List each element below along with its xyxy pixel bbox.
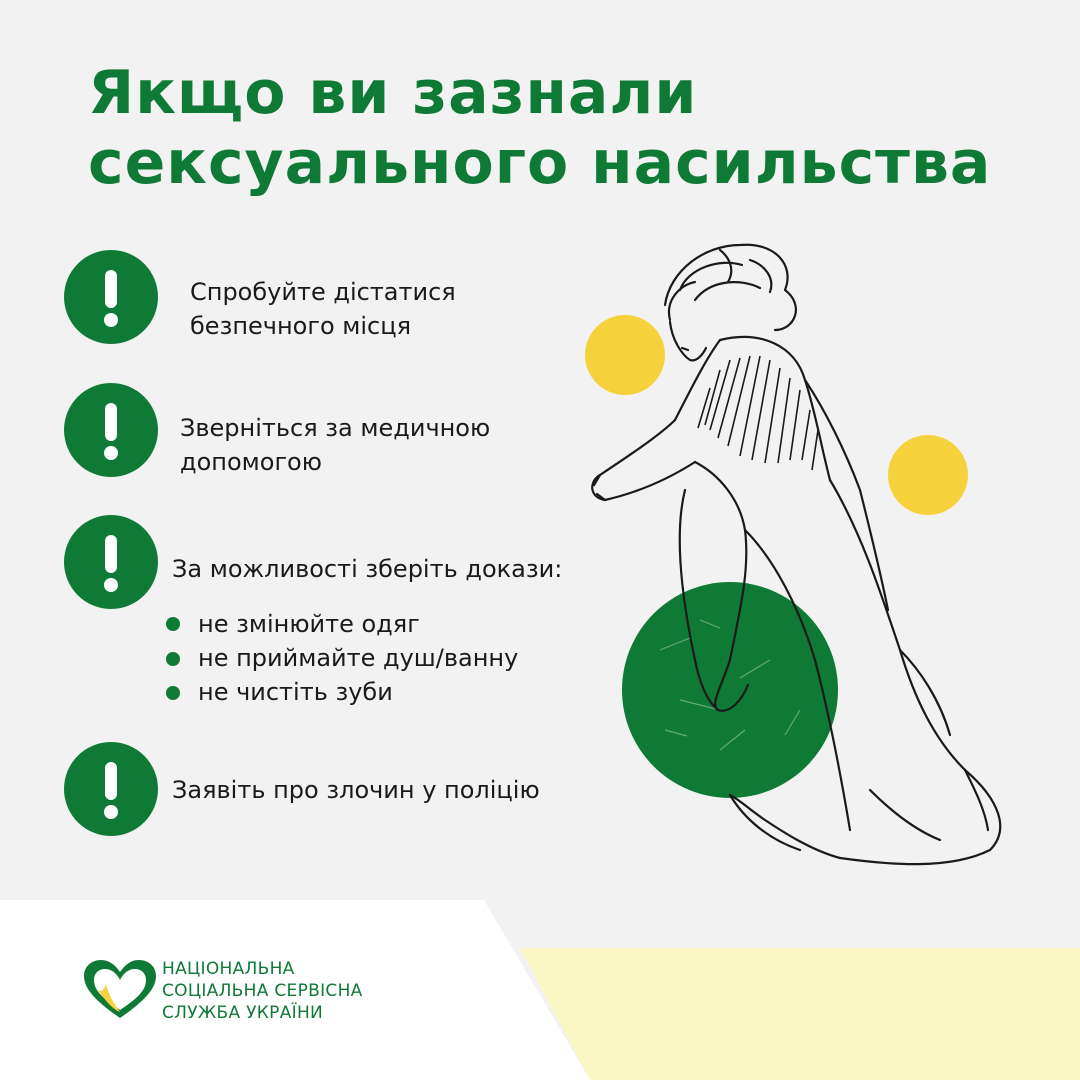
exclamation-icon [64,515,158,609]
evidence-bullet-shower: не приймайте душ/ванну [198,644,519,672]
exclamation-icon [64,250,158,344]
title-line-2: сексуального насильства [88,128,992,198]
exclamation-icon [64,383,158,477]
organization-name: НАЦІОНАЛЬНА СОЦІАЛЬНА СЕРВІСНА СЛУЖБА УКРАЇНИ [162,959,363,1023]
bullet-dot [166,617,180,631]
evidence-bullet-clothes: не змінюйте одяг [198,610,420,638]
item-save-evidence: За можливості зберіть докази: [172,555,563,583]
title-line-1: Якщо ви зазнали [88,58,698,128]
heart-hands-logo [84,960,156,1020]
item-safe-place: Спробуйте дістатися безпечного місця [190,278,456,340]
item-medical-help: Зверніться за медичною допомогою [180,414,491,476]
exclamation-icon [64,742,158,836]
evidence-bullet-teeth: не чистіть зуби [198,678,393,706]
item-report-police: Заявіть про злочин у поліцію [172,776,540,804]
page-title [88,58,1048,198]
bullet-dot [166,686,180,700]
bullet-dot [166,652,180,666]
sitting-woman-illustration [570,230,1070,880]
